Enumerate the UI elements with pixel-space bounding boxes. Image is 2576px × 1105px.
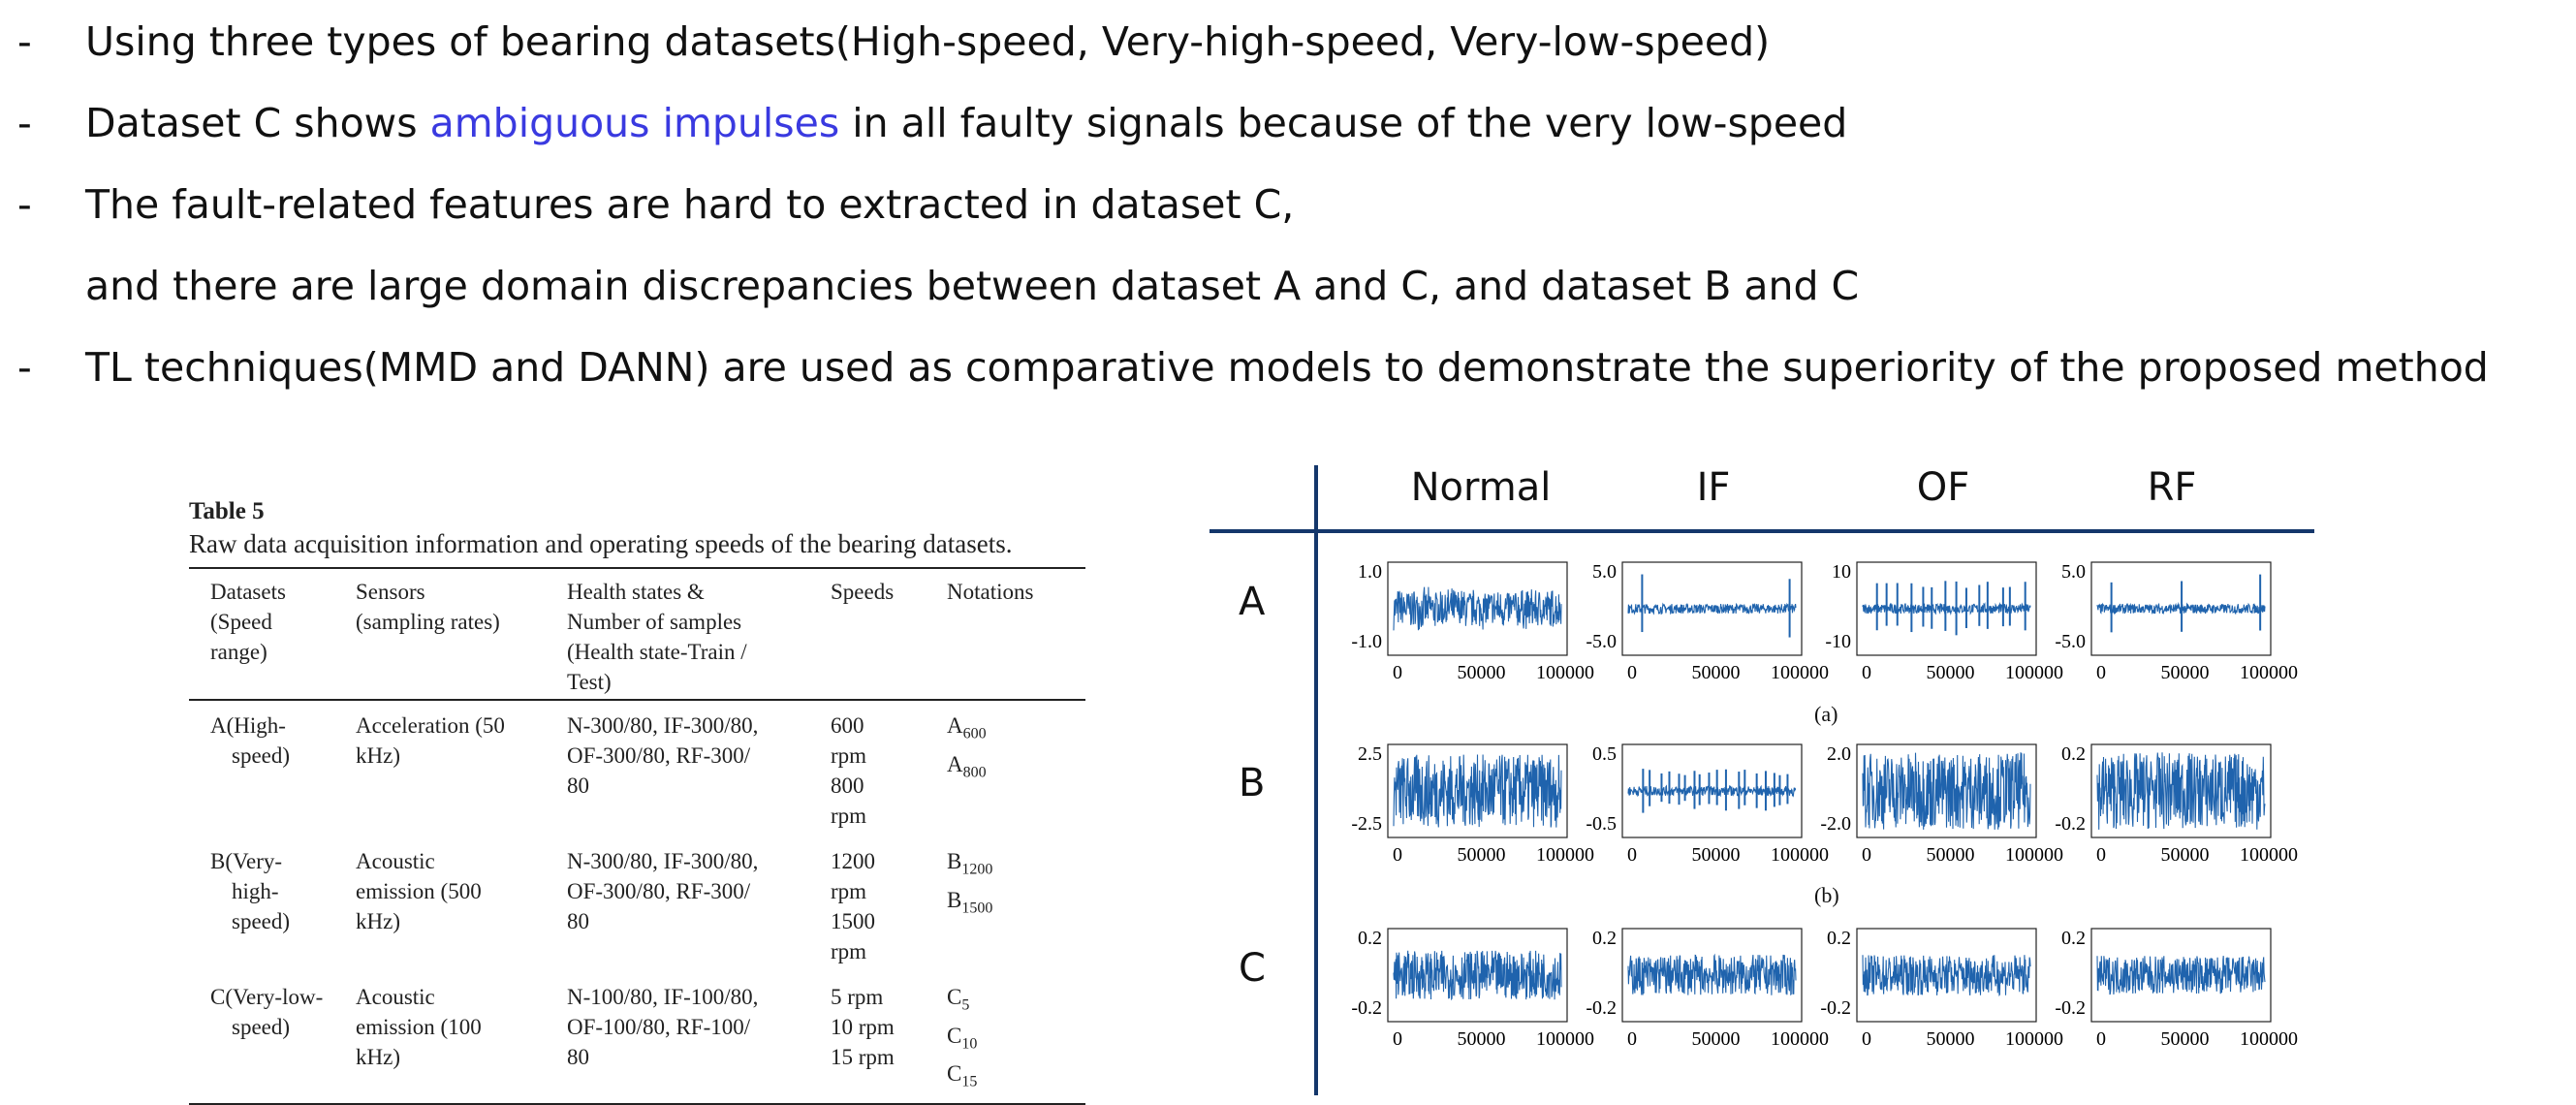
y-tick-label: -0.2 [1820,997,1851,1019]
figure-sublabel: (a) [1814,702,1838,726]
table-cell: C(Very-low- speed) [210,985,324,1039]
signal-panel [1820,928,2063,1050]
table-cell: 600 rpm 800 rpm [831,713,867,828]
x-tick-label: 100000 [1536,1028,1594,1050]
table-caption: Raw data acquisition information and operating speeds of the bearing datasets. [189,529,1013,558]
x-tick-label: 0 [2096,1028,2106,1050]
bullet-text: Using three types of bearing datasets(High-speed, Very-high-speed, Very-low-speed) [85,18,1771,65]
table-cell: Acoustic emission (100 kHz) [356,985,482,1069]
y-tick-label: 0.2 [2061,928,2086,949]
table-label: Table 5 [189,498,265,524]
y-tick-label: -5.0 [1586,631,1617,652]
x-tick-label: 100000 [2240,1028,2298,1050]
y-tick-label: -10 [1825,631,1851,652]
x-tick-label: 50000 [1691,844,1741,866]
table-body [189,700,1085,1104]
table-cell: N-300/80, IF-300/80, OF-300/80, RF-300/ 80 [567,713,759,798]
table-cell: $B_{1200}$ $B_{1500}$ [947,849,993,917]
x-tick-label: 0 [1862,1028,1871,1050]
x-tick-label: 0 [1627,662,1637,683]
y-tick-label: 2.5 [1358,743,1382,765]
data-table [189,567,1085,1105]
table-header-row [189,568,1085,700]
x-tick-label: 0 [1627,1028,1637,1050]
table-header-cell: Health states & Number of samples (Health state-Train / Test) [567,580,747,694]
x-tick-label: 0 [1627,844,1637,866]
y-tick-label: -0.2 [1586,997,1617,1019]
figure-column-heading: RF [2147,465,2197,510]
bullet-text: The fault-related features are hard to extracted in dataset C, [85,181,1295,228]
x-tick-label: 50000 [1926,662,1975,683]
x-tick-label: 100000 [1771,1028,1829,1050]
figure-column-heading: IF [1696,465,1731,510]
x-tick-label: 100000 [1536,662,1594,683]
x-tick-label: 50000 [1926,1028,1975,1050]
signal-figure [1209,465,2314,1095]
x-tick-label: 50000 [1691,662,1741,683]
signal-panel [1586,561,1829,683]
table-header-cell: Speeds [831,580,895,604]
bullet-dash: - [17,344,32,391]
bullet-text: and there are large domain discrepancies between dataset A and C, and dataset B and C [85,263,1860,309]
x-tick-label: 50000 [2160,1028,2210,1050]
y-tick-label: -0.2 [1351,997,1382,1019]
x-tick-label: 0 [1393,662,1402,683]
signal-panel [1586,743,1829,866]
figure-row-heading: C [1239,946,1266,991]
x-tick-label: 100000 [2005,844,2063,866]
table-cell: $A_{600}$ $A_{800}$ [947,713,987,781]
x-tick-label: 0 [1393,844,1402,866]
table-cell: 1200 rpm 1500 rpm [831,849,875,963]
bullet-dash: - [17,100,32,146]
table-row [189,972,1085,1104]
bullet-text: TL techniques(MMD and DANN) are used as comparative models to demonstrate the superiority of the proposed method [85,344,2489,391]
x-tick-label: 100000 [1771,844,1829,866]
y-tick-label: 0.2 [1592,928,1617,949]
signal-panel [1825,561,2063,683]
x-tick-label: 0 [1393,1028,1402,1050]
y-tick-label: 0.2 [1827,928,1851,949]
bullet-dash: - [17,18,32,65]
table-cell: $C_5$ $C_{10}$ $C_{15}$ [947,985,978,1090]
x-tick-label: 50000 [2160,844,2210,866]
highlight-text: ambiguous impulses [429,100,840,146]
y-tick-label: 0.5 [1592,743,1617,765]
y-tick-label: -0.5 [1586,813,1617,835]
x-tick-label: 100000 [2240,662,2298,683]
table-cell: N-100/80, IF-100/80, OF-100/80, RF-100/ 80 [567,985,759,1069]
table-cell: N-300/80, IF-300/80, OF-300/80, RF-300/ 80 [567,849,759,933]
x-tick-label: 100000 [2005,1028,2063,1050]
x-tick-label: 50000 [2160,662,2210,683]
table-cell: 5 rpm 10 rpm 15 rpm [831,985,895,1069]
table-5 [189,498,1085,1105]
x-tick-label: 100000 [1771,662,1829,683]
y-tick-label: -0.2 [2055,813,2086,835]
x-tick-label: 0 [2096,844,2106,866]
figure-row-heading: A [1239,580,1266,624]
y-tick-label: -2.0 [1820,813,1851,835]
table-row [189,700,1085,837]
y-tick-label: 1.0 [1358,561,1382,583]
y-tick-label: 2.0 [1827,743,1851,765]
y-tick-label: -5.0 [2055,631,2086,652]
x-tick-label: 0 [2096,662,2106,683]
x-tick-label: 100000 [1536,844,1594,866]
y-tick-label: 5.0 [2061,561,2086,583]
table-row [189,837,1085,972]
bullet-dash: - [17,181,32,228]
x-tick-label: 50000 [1457,844,1506,866]
y-tick-label: 5.0 [1592,561,1617,583]
table-header-cell: Datasets (Speed range) [210,580,286,664]
signal-panel [1351,928,1594,1050]
x-tick-label: 50000 [1457,662,1506,683]
x-tick-label: 0 [1862,662,1871,683]
y-tick-label: 0.2 [2061,743,2086,765]
signal-plots [1209,465,2314,1095]
x-tick-label: 50000 [1926,844,1975,866]
table-header-cell: Sensors (sampling rates) [356,580,500,634]
x-tick-label: 100000 [2005,662,2063,683]
figure-row-heading: B [1239,761,1266,805]
y-tick-label: 0.2 [1358,928,1382,949]
y-tick-label: -2.5 [1351,813,1382,835]
signal-panel [1351,743,1594,866]
figure-column-heading: OF [1916,465,1970,510]
figure-sublabel: (b) [1814,883,1839,907]
table-header-cell: Notations [947,580,1034,604]
signal-panel [2055,928,2298,1050]
x-tick-label: 0 [1862,844,1871,866]
table-cell: A(High- speed) [210,713,291,768]
bullet-text: Dataset C shows ambiguous impulses in all faulty signals because of the very low-speed [85,100,1848,146]
table-cell: B(Very- high- speed) [210,849,291,933]
signal-panel [2055,561,2298,683]
figure-column-heading: Normal [1410,465,1552,510]
signal-panel [1586,928,1829,1050]
x-tick-label: 100000 [2240,844,2298,866]
signal-panel [1351,561,1594,683]
table-cell: Acoustic emission (500 kHz) [356,849,482,933]
signal-panel [2055,743,2298,866]
x-tick-label: 50000 [1691,1028,1741,1050]
table-cell: Acceleration (50 kHz) [356,713,505,768]
y-tick-label: -0.2 [2055,997,2086,1019]
y-tick-label: -1.0 [1351,631,1382,652]
signal-panel [1820,743,2063,866]
y-tick-label: 10 [1832,561,1851,583]
x-tick-label: 50000 [1457,1028,1506,1050]
